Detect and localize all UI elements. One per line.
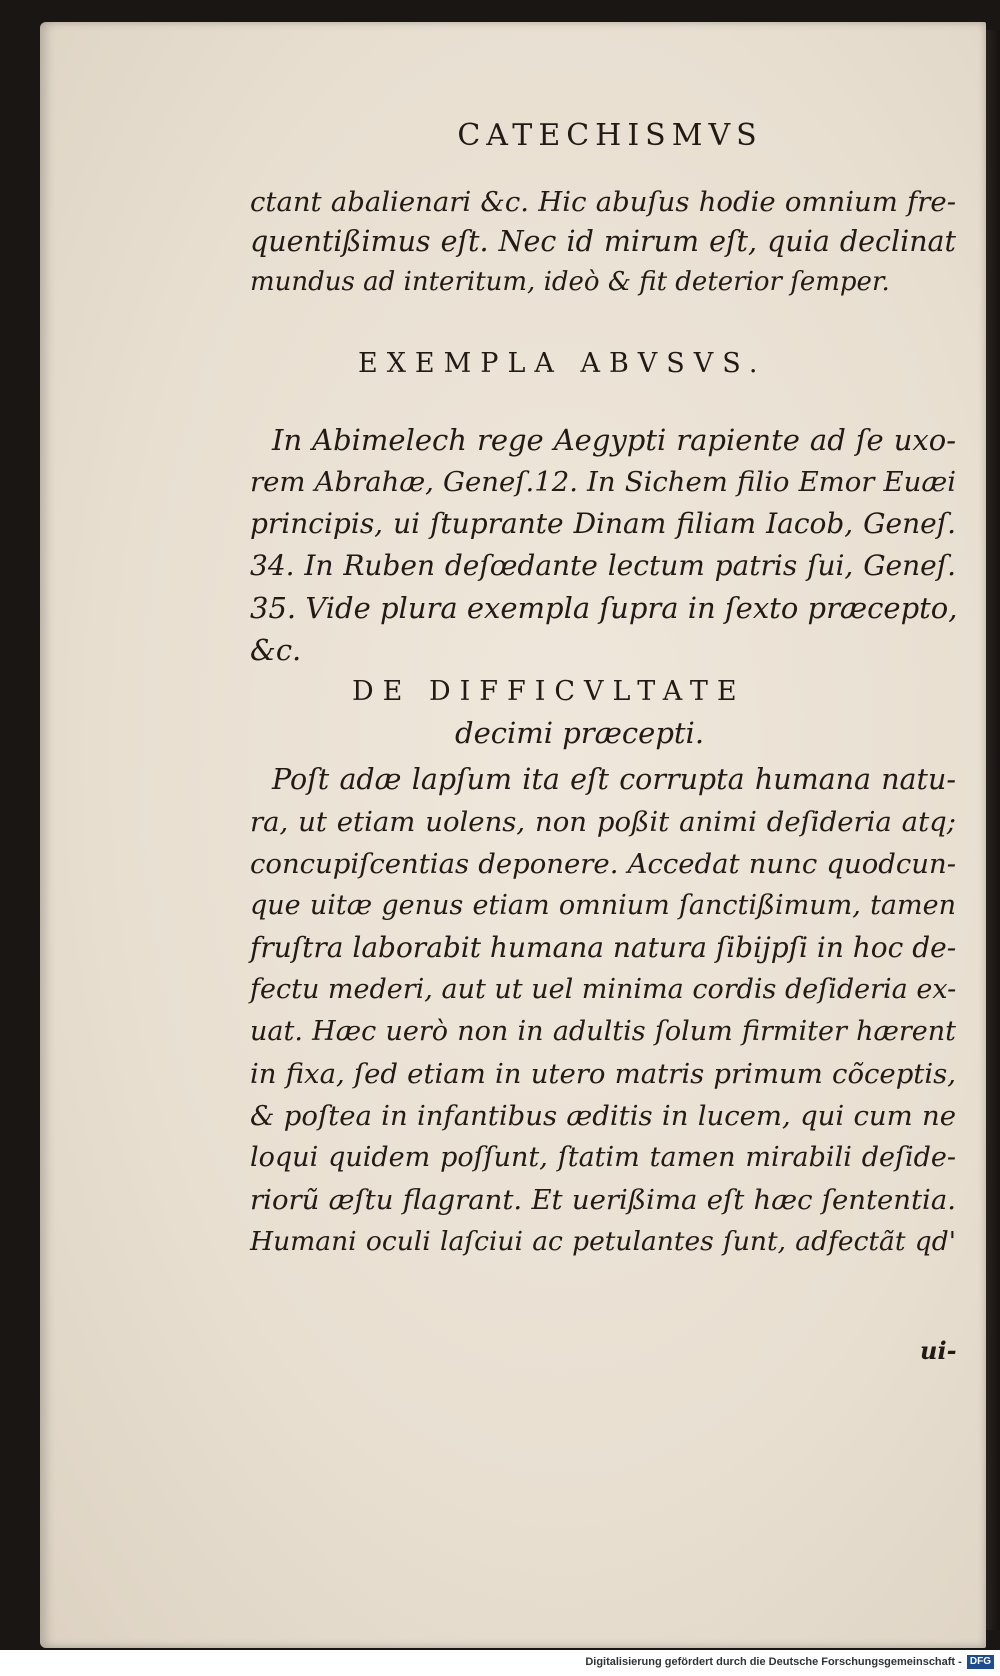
footer-credit <box>0 1652 1000 1676</box>
running-head: CATECHISMVS <box>457 118 763 153</box>
text-line: mundus ad interitum, ideò & fit deterior ſemper. <box>250 267 890 297</box>
section-heading-exempla: EXEMPLA ABVSVS. <box>358 348 767 379</box>
text-line: Humani oculi laſciui ac petulantes ſunt, adfectãt qd' <box>250 1226 956 1257</box>
text-line: fruſtra laborabit humana natura ſibijpſi in hoc de- <box>250 931 957 964</box>
text-line: que uitæ genus etiam omnium ſanctißimum, tamen <box>250 890 956 921</box>
dfg-badge: DFG <box>967 1655 994 1669</box>
text-line: concupiſcentias deponere. Accedat nunc quodcun- <box>250 848 956 880</box>
text-line: ctant abalienari &c. Hic abuſus hodie omnium fre- <box>250 186 956 218</box>
text-line: In Abimelech rege Aegypti rapiente ad ſe uxo- <box>272 423 956 457</box>
text-line: Poſt adæ lapſum ita eſt corrupta humana natu- <box>272 763 956 796</box>
text-line: fectu mederi, aut ut uel minima cordis deſideria ex- <box>250 974 957 1005</box>
text-line: & poſtea in infantibus æditis in lucem, qui cum ne <box>250 1100 956 1132</box>
section-subheading: decimi præcepti. <box>455 716 705 750</box>
text-line: in fixa, ſed etiam in utero matris primum cõceptis, <box>250 1058 956 1090</box>
text-line: principis, ui ſtuprante Dinam filiam Iacob, Geneſ. <box>250 507 956 540</box>
text-line: riorũ æſtu flagrant. Et uerißima eſt hæc ſententia. <box>250 1184 956 1216</box>
footer-text: Digitalisierung gefördert durch die Deutsche Forschungsgemeinschaft - <box>585 1656 962 1668</box>
text-line: quentißimus eſt. Nec id mirum eſt, quia declinat <box>250 225 956 258</box>
text-line: 34. In Ruben deſœdante lectum patris ſui, Geneſ. <box>250 549 956 582</box>
text-line: &c. <box>250 633 302 667</box>
text-line: 35. Vide plura exempla ſupra in ſexto præcepto, <box>250 591 958 625</box>
text-line: rem Abrahæ, Geneſ.12. In Sichem filio Emor Euæi <box>250 466 956 498</box>
catchword: ui- <box>920 1336 957 1365</box>
text-line: loqui quidem poſſunt, ſtatim tamen mirabili deſide- <box>250 1142 956 1173</box>
text-line: uat. Hæc uerò non in adultis ſolum firmiter hærent <box>250 1016 956 1047</box>
book-edge <box>986 30 1000 1630</box>
text-line: ra, ut etiam uolens, non poßit animi deſideria atq; <box>250 806 956 838</box>
section-heading-difficultate: DE DIFFICVLTATE <box>352 676 746 707</box>
